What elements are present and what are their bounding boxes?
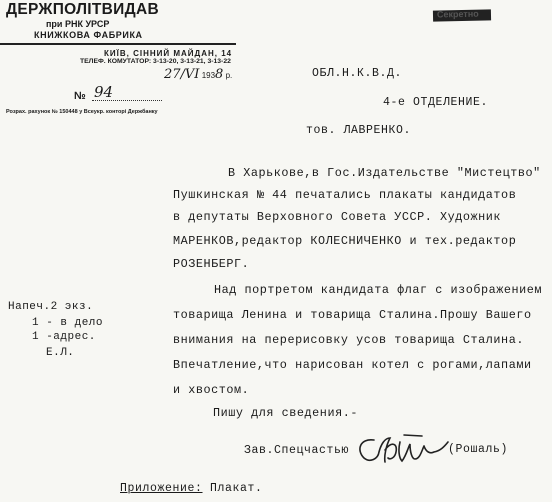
body-line: Над портретом кандидата флаг с изображением xyxy=(214,283,543,297)
date-year-suffix: р. xyxy=(225,71,233,80)
body-line: Пушкинская № 44 печатались плакаты кандидатов xyxy=(173,188,517,202)
document-number-underline xyxy=(92,100,162,101)
document-number-label: № xyxy=(74,90,86,102)
addressee-line-3: тов. ЛАВРЕНКО. xyxy=(306,124,412,137)
margin-note-line: 1 - в дело xyxy=(32,317,104,329)
letterhead-address: КИЇВ, СІННИЙ МАЙДАН, 14 xyxy=(104,49,233,58)
document-number-value: 94 xyxy=(94,83,114,101)
signature-name: (Рошаль) xyxy=(448,443,509,456)
bank-account-line: Розрах. рахунок № 150448 у Всеукр. конторі Держбанку xyxy=(6,109,158,115)
body-line: В Харькове,в Гос.Издательстве "Мистецтво" xyxy=(228,166,541,180)
classification-stamp-text: Секретно xyxy=(436,8,479,20)
letterhead-org-name: ДЕРЖПОЛІТВИДАВ xyxy=(6,1,159,18)
appendix-value: Плакат. xyxy=(210,482,263,495)
letterhead-date xyxy=(164,67,232,82)
date-year-prefix: 193 xyxy=(201,71,216,80)
letterhead-phones: ТЕЛЕФ. КОМУТАТОР: 3-13-20, 3-13-21, 3-13-22 xyxy=(80,58,231,65)
body-line: Впечатление,что нарисован котел с рогами,лапами xyxy=(173,358,532,372)
body-line: МАРЕНКОВ,редактор КОЛЕСНИЧЕНКО и тех.редактор xyxy=(173,234,517,248)
addressee-line-2: 4-е ОТДЕЛЕНИЕ. xyxy=(383,96,489,109)
letterhead-rule xyxy=(0,43,236,45)
handwritten-year-digit: 8 xyxy=(215,67,224,82)
handwritten-date: 27/VI xyxy=(164,67,200,82)
appendix-line xyxy=(120,482,263,495)
body-line: внимания на перерисовку усов товарища Сталина. xyxy=(173,333,524,347)
body-line: и хвостом. xyxy=(173,383,250,397)
handwritten-signature xyxy=(352,432,452,468)
appendix-label: Приложение: xyxy=(120,482,203,495)
margin-note-line: Е.Л. xyxy=(46,347,75,359)
letterhead-subtitle: при РНК УРСР xyxy=(46,19,110,29)
addressee-line-1: ОБЛ.Н.К.В.Д. xyxy=(312,67,403,80)
margin-note-line: Напеч.2 экз. xyxy=(8,301,94,313)
body-line: товарища Ленина и товарища Сталина.Прошу Вашего xyxy=(173,308,532,322)
margin-note-line: 1 -адрес. xyxy=(32,331,96,343)
body-line: Пишу для сведения.- xyxy=(213,406,358,420)
letterhead-factory: КНИЖКОВА ФАБРИКА xyxy=(34,30,143,40)
body-line: РОЗЕНБЕРГ. xyxy=(173,257,250,271)
classification-stamp xyxy=(433,9,491,21)
signature-label: Зав.Спецчастью xyxy=(244,444,350,457)
body-line: в депутаты Верховного Совета УССР. Художник xyxy=(173,210,502,224)
